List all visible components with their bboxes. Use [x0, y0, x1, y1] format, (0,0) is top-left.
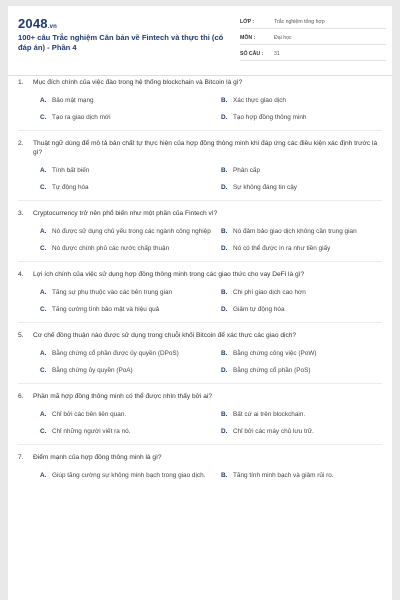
answer-letter: B.: [221, 289, 228, 296]
answer-letter: C.: [40, 184, 47, 191]
answer-letter: B.: [221, 167, 228, 174]
answer-option[interactable]: [40, 467, 213, 484]
answer-text: Nó được chính phủ các nước chấp thuận: [52, 245, 170, 252]
question-divider: [18, 261, 382, 262]
question-divider: [18, 383, 382, 384]
question-text: [18, 209, 382, 218]
answer-option[interactable]: [40, 109, 213, 126]
question-text: [18, 78, 382, 87]
answer-text: Chỉ những người viết ra nó.: [52, 428, 131, 435]
answer-letter: C.: [40, 306, 47, 313]
answer-text: Sự không đáng tin cậy: [233, 184, 297, 191]
question-text: [18, 453, 382, 462]
meta-value: 31: [274, 50, 280, 57]
question-body: Phần mã hợp đồng thông minh có thể được nhìn thấy bởi ai?: [33, 393, 213, 400]
question-body: Cryptocurrency trở nên phổ biến như một phần của Fintech vì?: [33, 210, 218, 217]
answer-grid: [18, 284, 382, 318]
meta-row: [240, 31, 386, 45]
answer-text: Tăng sự phụ thuộc vào các bên trung gian: [52, 289, 173, 296]
answer-option[interactable]: [221, 345, 392, 362]
question-text: [18, 392, 382, 401]
answer-letter: C.: [40, 428, 47, 435]
question-text: [18, 270, 382, 279]
question-number: 7.: [18, 454, 24, 461]
answer-grid: [18, 92, 382, 126]
answer-letter: A.: [40, 472, 47, 479]
answer-text: Giúp tăng cường sự không minh bạch trong giao dịch.: [52, 472, 206, 479]
meta-value: Đại học: [274, 34, 292, 41]
meta-row: [240, 47, 386, 61]
question-item: [8, 331, 392, 384]
answer-option[interactable]: [40, 284, 213, 301]
answer-letter: A.: [40, 350, 47, 357]
answer-option[interactable]: [221, 179, 392, 196]
question-list: [8, 78, 392, 484]
question-item: [8, 78, 392, 131]
answer-text: Bất cứ ai trên blockchain.: [233, 411, 306, 418]
answer-option[interactable]: [221, 467, 392, 484]
document-page: [8, 6, 392, 600]
answer-option[interactable]: [221, 423, 392, 440]
answer-grid: [18, 223, 382, 257]
question-body: Lợi ích chính của việc sử dụng hợp đồng thông minh trong các giao thức cho vay DeFi là gì?: [33, 271, 305, 278]
question-number: 1.: [18, 79, 24, 86]
question-body: Cơ chế đồng thuận nào được sử dụng trong chuỗi khối Bitcoin để xác thực các giao dịch?: [33, 332, 297, 339]
answer-option[interactable]: [221, 162, 392, 179]
answer-letter: D.: [221, 428, 228, 435]
site-logo[interactable]: 2048.vn: [18, 16, 58, 31]
question-body: Mục đích chính của việc đào trong hệ thống blockchain và Bitcoin là gì?: [33, 79, 243, 86]
answer-option[interactable]: [221, 362, 392, 379]
answer-letter: A.: [40, 289, 47, 296]
answer-option[interactable]: [221, 406, 392, 423]
answer-option[interactable]: [40, 301, 213, 318]
answer-letter: D.: [221, 114, 228, 121]
answer-text: Nó được sử dụng chủ yếu trong các ngành công nghiệp: [52, 228, 211, 235]
answer-option[interactable]: [221, 284, 392, 301]
question-divider: [18, 200, 382, 201]
question-number: 3.: [18, 210, 24, 217]
answer-text: Tăng tính minh bạch và giảm rủi ro.: [233, 472, 334, 479]
answer-option[interactable]: [221, 223, 392, 240]
answer-letter: D.: [221, 367, 228, 374]
question-item: [8, 392, 392, 445]
answer-text: Phân cấp: [233, 167, 261, 174]
answer-text: Chỉ bởi các máy chủ lưu trữ.: [233, 428, 314, 435]
answer-text: Bảo mật mạng: [52, 97, 94, 104]
question-item: [8, 139, 392, 201]
question-number: 5.: [18, 332, 24, 339]
answer-option[interactable]: [40, 92, 213, 109]
question-item: [8, 270, 392, 323]
meta-label: SỐ CÂU :: [240, 50, 264, 57]
answer-text: Giảm tự động hóa: [233, 306, 285, 313]
question-divider: [18, 322, 382, 323]
answer-option[interactable]: [40, 362, 213, 379]
answer-text: Bằng chứng ủy quyền (PoA): [52, 367, 133, 374]
answer-option[interactable]: [40, 406, 213, 423]
answer-text: Chỉ bởi các bên liên quan.: [52, 411, 127, 418]
answer-letter: B.: [221, 228, 228, 235]
answer-text: Tạo hợp đồng thông minh: [233, 114, 307, 121]
answer-letter: A.: [40, 97, 47, 104]
question-number: 2.: [18, 140, 24, 147]
meta-label: LỚP :: [240, 18, 255, 25]
answer-option[interactable]: [40, 423, 213, 440]
answer-option[interactable]: [40, 345, 213, 362]
answer-letter: C.: [40, 245, 47, 252]
answer-text: Bằng chứng công việc (PoW): [233, 350, 317, 357]
answer-option[interactable]: [221, 301, 392, 318]
question-body: Điểm mạnh của hợp đồng thông minh là gì?: [33, 454, 162, 461]
answer-option[interactable]: [221, 92, 392, 109]
answer-text: Bằng chứng cổ phần được ủy quyền (DPoS): [52, 350, 179, 357]
answer-letter: B.: [221, 472, 228, 479]
document-header: [8, 6, 392, 76]
question-body: Thuật ngữ dùng để mô tả bản chất tự thực hiện của hợp đồng thông minh khi đáp ứng các điều kiện xác định trước là gì?: [33, 140, 378, 156]
answer-letter: A.: [40, 228, 47, 235]
answer-letter: B.: [221, 97, 228, 104]
answer-letter: C.: [40, 114, 47, 121]
answer-letter: D.: [221, 184, 228, 191]
answer-text: Tính bất biến: [52, 167, 90, 174]
answer-option[interactable]: [40, 223, 213, 240]
meta-label: MÔN :: [240, 34, 256, 41]
question-text: [18, 331, 382, 340]
page-title: 100+ câu Trắc nghiệm Căn bản về Fintech và thực thi (có đáp án) - Phần 4: [18, 33, 224, 52]
answer-text: Nó có thể được in ra như tiền giấy: [233, 245, 331, 252]
question-text: [18, 139, 382, 157]
answer-text: Tăng cường tính bảo mật và hiệu quả: [52, 306, 160, 313]
answer-letter: A.: [40, 411, 47, 418]
answer-option[interactable]: [40, 179, 213, 196]
question-number: 6.: [18, 393, 24, 400]
header-divider: [8, 75, 392, 76]
answer-grid: [18, 345, 382, 379]
answer-text: Bằng chứng cổ phần (PoS): [233, 367, 311, 374]
answer-text: Nó đảm bảo giao dịch không cần trung gian: [233, 228, 357, 235]
question-divider: [18, 444, 382, 445]
question-number: 4.: [18, 271, 24, 278]
meta-value: Trắc nghiệm tổng hợp: [274, 18, 325, 25]
answer-option[interactable]: [221, 109, 392, 126]
question-divider: [18, 130, 382, 131]
answer-option[interactable]: [40, 240, 213, 257]
answer-letter: B.: [221, 411, 228, 418]
answer-text: Tạo ra giao dịch mới: [52, 114, 111, 121]
answer-text: Chi phí giao dịch cao hơn: [233, 289, 306, 296]
answer-option[interactable]: [40, 162, 213, 179]
answer-letter: D.: [221, 306, 228, 313]
answer-text: Xác thực giao dịch: [233, 97, 286, 104]
question-item: [8, 453, 392, 484]
answer-grid: [18, 406, 382, 440]
answer-letter: A.: [40, 167, 47, 174]
answer-letter: C.: [40, 367, 47, 374]
answer-letter: D.: [221, 245, 228, 252]
answer-text: Tự động hóa: [52, 184, 89, 191]
meta-panel: [240, 15, 386, 63]
meta-row: [240, 15, 386, 29]
answer-letter: B.: [221, 350, 228, 357]
question-item: [8, 209, 392, 262]
answer-grid: [18, 467, 382, 484]
answer-option[interactable]: [221, 240, 392, 257]
answer-grid: [18, 162, 382, 196]
